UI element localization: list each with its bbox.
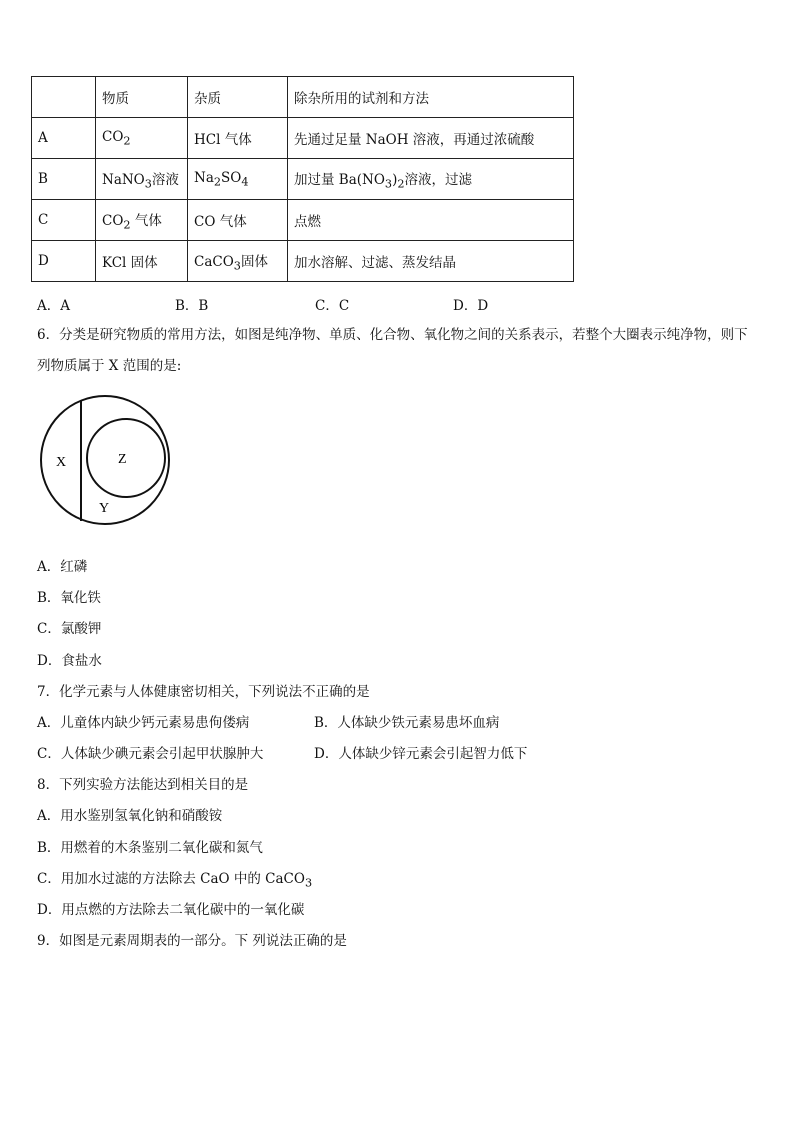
- q7-option-c[interactable]: C．人体缺少碘元素会引起甲状腺肿大: [37, 746, 264, 762]
- q5-table: [31, 76, 574, 282]
- q8-option-c[interactable]: C．用加水过滤的方法除去 CaO 中的 CaCO$_3$: [37, 871, 313, 890]
- row-label: D: [32, 241, 96, 282]
- table-row: [32, 241, 574, 282]
- row-label: B: [32, 159, 96, 200]
- classification-diagram: [36, 394, 176, 526]
- label-x: X: [56, 455, 67, 470]
- impurity-cell: CO 气体: [188, 200, 288, 241]
- substance-cell: $CO_2$ 气体: [96, 200, 188, 241]
- method-cell: 加水溶解、过滤、蒸发结晶: [288, 241, 574, 282]
- label-z: Z: [118, 452, 127, 467]
- method-cell: 点燃: [288, 200, 574, 241]
- q6-option-b[interactable]: B．氧化铁: [37, 590, 101, 606]
- impurity-cell: CaCO$_3$固体: [188, 241, 288, 282]
- q7-stem: 7．化学元素与人体健康密切相关，下列说法不正确的是: [37, 684, 370, 700]
- label-y: Y: [99, 501, 110, 516]
- q9-stem: 9．如图是元素周期表的一部分。下 列说法正确的是: [37, 933, 347, 949]
- q6-option-c[interactable]: C．氯酸钾: [37, 621, 102, 637]
- header-cell: 除杂所用的试剂和方法: [288, 77, 574, 118]
- substance-cell: NaNO$_3$溶液: [96, 159, 188, 200]
- q8-option-a[interactable]: A．用水鉴别氢氧化钠和硝酸铵: [37, 808, 223, 824]
- q8-option-d[interactable]: D．用点燃的方法除去二氧化碳中的一氧化碳: [37, 902, 305, 918]
- q7-option-b[interactable]: B．人体缺少铁元素易患坏血病: [314, 715, 500, 731]
- q7-options-row1: [37, 711, 499, 731]
- row-label: A: [32, 118, 96, 159]
- substance-cell: KCl 固体: [96, 241, 188, 282]
- row-label: C: [32, 200, 96, 241]
- q7-option-d[interactable]: D．人体缺少锌元素会引起智力低下: [314, 746, 528, 762]
- substance-cell: $CO_2$: [96, 118, 188, 159]
- method-cell: 加过量 $Ba(NO_3)_2$溶液，过滤: [288, 159, 574, 200]
- impurity-cell: $Na_2SO_4$: [188, 159, 288, 200]
- table-row: [32, 118, 574, 159]
- option-d[interactable]: D．D: [453, 298, 489, 314]
- q6-option-d[interactable]: D．食盐水: [37, 653, 102, 669]
- q6-stem: 6．分类是研究物质的常用方法，如图是纯净物、单质、化合物、氧化物之间的关系表示，若整个大圈表示纯净物，则下列物质属于 X 范围的是:: [37, 327, 748, 374]
- header-cell: 杂质: [188, 77, 288, 118]
- q7-options-row2: [37, 742, 527, 762]
- q5-options: [37, 294, 488, 314]
- header-cell: 物质: [96, 77, 188, 118]
- method-cell: 先通过足量 NaOH 溶液，再通过浓硫酸: [288, 118, 574, 159]
- table-row: [32, 159, 574, 200]
- header-cell: [32, 77, 96, 118]
- option-c[interactable]: C．C: [315, 298, 350, 314]
- impurity-cell: HCl 气体: [188, 118, 288, 159]
- option-a[interactable]: A．A: [37, 298, 70, 314]
- q7-option-a[interactable]: A．儿童体内缺少钙元素易患佝偻病: [37, 715, 250, 731]
- q8-stem: 8．下列实验方法能达到相关目的是: [37, 777, 249, 793]
- q6-option-a[interactable]: A．红磷: [37, 559, 88, 575]
- option-b[interactable]: B．B: [175, 298, 209, 314]
- table-header-row: [32, 77, 574, 118]
- table-row: [32, 200, 574, 241]
- q8-option-b[interactable]: B．用燃着的木条鉴别二氧化碳和氮气: [37, 840, 263, 856]
